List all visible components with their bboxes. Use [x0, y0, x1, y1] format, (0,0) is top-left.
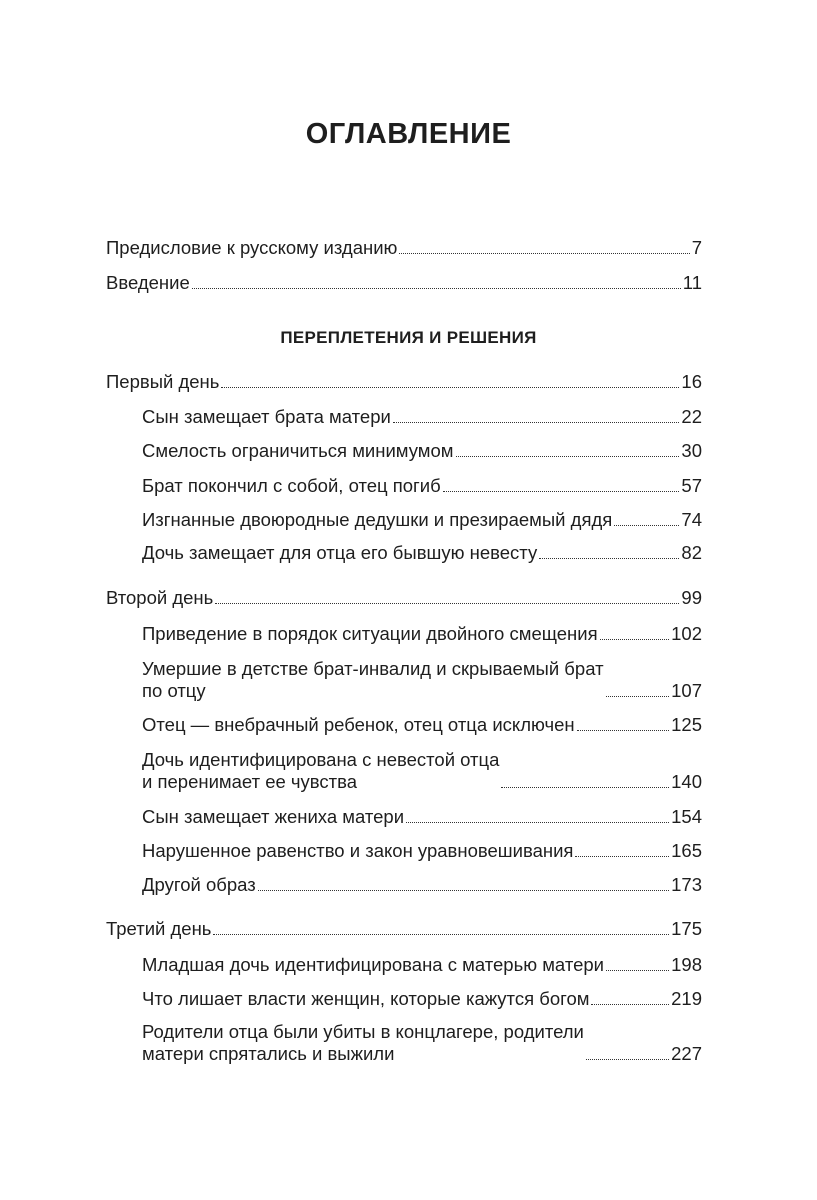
- toc-entry[interactable]: [142, 874, 702, 896]
- dot-leader: [215, 603, 679, 604]
- toc-entry[interactable]: [142, 1021, 702, 1065]
- toc-entry-title: Смелость ограничиться минимумом: [142, 440, 454, 461]
- dot-leader: [443, 491, 680, 492]
- dot-leader: [591, 1004, 669, 1005]
- toc-entry-page: 57: [681, 475, 702, 496]
- toc-entry-day1[interactable]: [106, 371, 702, 393]
- toc-entry-page: 102: [671, 623, 702, 644]
- toc-entry-page: 22: [681, 406, 702, 427]
- toc-entry-title: Сын замещает брата матери: [142, 406, 391, 427]
- toc-entry-page: 219: [671, 988, 702, 1009]
- toc-entry-title: Сын замещает жениха матери: [142, 806, 405, 827]
- dot-leader: [456, 456, 680, 457]
- toc-entry-title: Родители отца были убиты в концлагере, родители матери спрятались и выжили: [142, 1021, 584, 1064]
- toc-entry-title: Первый день: [106, 371, 220, 392]
- toc-entry-title: Отец — внебрачный ребенок, отец отца исключен: [142, 714, 575, 735]
- toc-entry-title: Что лишает власти женщин, которые кажутся богом: [142, 988, 590, 1009]
- toc-entry[interactable]: [142, 542, 702, 564]
- dot-leader: [600, 639, 670, 640]
- toc-entry-page: 198: [671, 954, 702, 975]
- toc-entry-page: 11: [682, 272, 702, 293]
- dot-leader: [539, 558, 679, 559]
- dot-leader: [258, 890, 669, 891]
- toc-entry-title: Младшая дочь идентифицирована с матерью матери: [142, 954, 604, 975]
- toc-entry-title: Приведение в порядок ситуации двойного смещения: [142, 623, 598, 644]
- toc-entry-day3[interactable]: [106, 918, 702, 940]
- toc-entry[interactable]: [142, 749, 702, 793]
- toc-entry-title: Умершие в детстве брат-инвалид и скрываемый брат по отцу: [142, 658, 604, 701]
- dot-leader: [577, 730, 670, 731]
- toc-entry-title: Брат покончил с собой, отец погиб: [142, 475, 441, 496]
- toc-entry-title: Дочь замещает для отца его бывшую невесту: [142, 542, 538, 563]
- dot-leader: [399, 253, 689, 254]
- toc-entry[interactable]: [142, 509, 702, 531]
- toc-entry-page: 154: [671, 806, 702, 827]
- toc-entry-page: 227: [671, 1043, 702, 1064]
- toc-entry[interactable]: [142, 440, 702, 462]
- toc-entry[interactable]: [142, 954, 702, 976]
- toc-entry-preface[interactable]: [106, 237, 702, 259]
- page-title: ОГЛАВЛЕНИЕ: [305, 118, 512, 150]
- toc-entry-page: 74: [681, 509, 702, 530]
- dot-leader: [221, 387, 679, 388]
- toc-entry-page: 7: [691, 237, 702, 258]
- toc-entry[interactable]: [142, 840, 702, 862]
- toc-entry[interactable]: [142, 988, 702, 1010]
- dot-leader: [192, 288, 681, 289]
- toc-entry[interactable]: [142, 406, 702, 428]
- dot-leader: [393, 422, 680, 423]
- dot-leader: [501, 787, 669, 788]
- dot-leader: [606, 970, 669, 971]
- toc-entry-page: 173: [671, 874, 702, 895]
- dot-leader: [406, 822, 669, 823]
- toc-entry-page: 175: [671, 918, 702, 939]
- toc-entry-title: Дочь идентифицирована с невестой отца и перенимает ее чувства: [142, 749, 500, 792]
- toc-entry-title: Нарушенное равенство и закон уравновешивания: [142, 840, 574, 861]
- toc-entry-page: 107: [671, 680, 702, 701]
- toc-entry[interactable]: [142, 714, 702, 736]
- toc-entry-title: Второй день: [106, 587, 214, 608]
- toc-entry[interactable]: [142, 658, 702, 702]
- toc-entry-page: 99: [681, 587, 702, 608]
- toc-entry[interactable]: [142, 623, 702, 645]
- toc-entry-title: Изгнанные двоюродные дедушки и презираемый дядя: [142, 509, 613, 530]
- dot-leader: [614, 525, 679, 526]
- toc-entry[interactable]: [142, 475, 702, 497]
- toc-entry-page: 140: [671, 771, 702, 792]
- toc-entry[interactable]: [142, 806, 702, 828]
- dot-leader: [606, 696, 670, 697]
- toc-entry-page: 30: [681, 440, 702, 461]
- dot-leader: [575, 856, 669, 857]
- toc-entry-introduction[interactable]: [106, 272, 702, 294]
- toc-entry-title: Введение: [106, 272, 190, 293]
- toc-entry-day2[interactable]: [106, 587, 702, 609]
- dot-leader: [213, 934, 669, 935]
- section-title: ПЕРЕПЛЕТЕНИЯ И РЕШЕНИЯ: [280, 328, 537, 347]
- toc-entry-page: 125: [671, 714, 702, 735]
- toc-entry-page: 165: [671, 840, 702, 861]
- toc-entry-title: Предисловие к русскому изданию: [106, 237, 398, 258]
- toc-entry-title: Другой образ: [142, 874, 256, 895]
- dot-leader: [586, 1059, 669, 1060]
- toc-entry-title: Третий день: [106, 918, 212, 939]
- toc-entry-page: 16: [681, 371, 702, 392]
- toc-entry-page: 82: [681, 542, 702, 563]
